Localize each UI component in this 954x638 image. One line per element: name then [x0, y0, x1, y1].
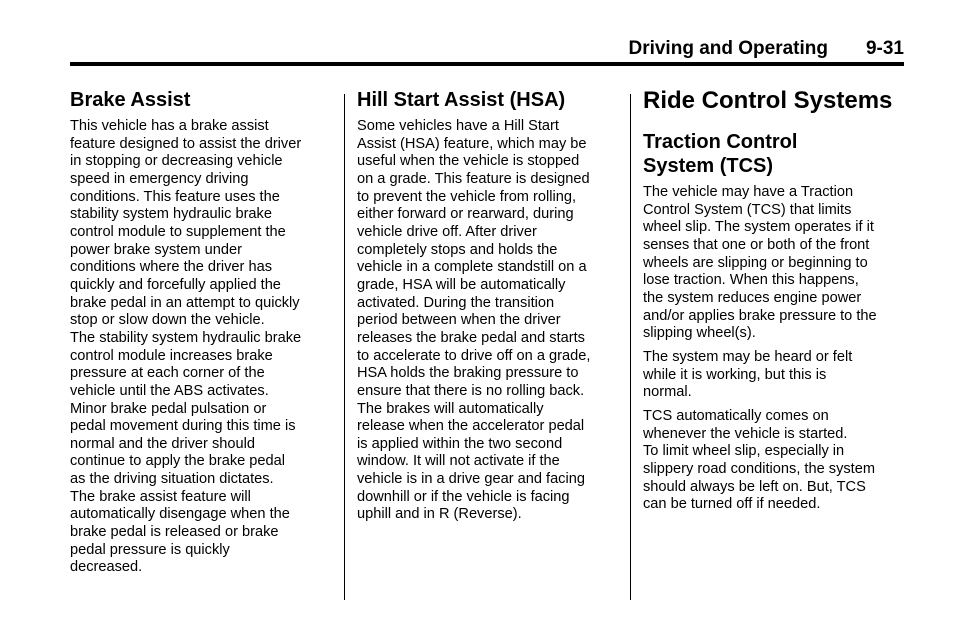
text-line: TCS automatically comes on — [643, 407, 829, 424]
brake-assist-text — [70, 118, 332, 577]
text-line: the system reduces engine power — [643, 289, 862, 306]
text-line: as the driving situation dictates. — [70, 471, 274, 488]
text-line: control module to supplement the — [70, 223, 286, 240]
text-line: completely stops and holds the — [357, 241, 558, 258]
column-divider-right — [630, 94, 631, 600]
heading-traction-control — [643, 130, 905, 178]
text-line: control module increases brake — [70, 347, 273, 364]
page-header — [70, 38, 904, 62]
text-line: Minor brake pedal pulsation or — [70, 400, 267, 417]
text-line: slippery road conditions, the system — [643, 460, 875, 477]
text-line: pedal pressure is quickly — [70, 541, 230, 558]
text-line: stability system hydraulic brake — [70, 206, 272, 223]
text-line: should always be left on. But, TCS — [643, 478, 866, 495]
text-line: window. It will not activate if the — [357, 453, 560, 470]
text-line: downhill or if the vehicle is facing — [357, 488, 570, 505]
heading-hill-start-assist: Hill Start Assist (HSA) — [357, 89, 566, 111]
text-line: brake pedal in an attempt to quickly — [70, 294, 300, 311]
text-line: either forward or rearward, during — [357, 206, 574, 223]
section-title: Driving and Operating — [628, 38, 828, 59]
text-line: activated. During the transition — [357, 294, 555, 311]
text-line: uphill and in R (Reverse). — [357, 506, 522, 523]
text-line: whenever the vehicle is started. — [643, 425, 848, 442]
text-line: The brake assist feature will — [70, 488, 251, 505]
text-line: and/or applies brake pressure to the — [643, 307, 877, 324]
text-line: conditions where the driver has — [70, 259, 272, 276]
text-line: vehicle drive off. After driver — [357, 223, 537, 240]
text-line: The stability system hydraulic brake — [70, 329, 302, 346]
text-line: wheel slip. The system operates if it — [643, 219, 874, 236]
text-line: HSA holds the braking pressure to — [357, 365, 579, 382]
text-line: The system may be heard or felt — [643, 348, 853, 365]
text-line: release when the accelerator pedal — [357, 418, 585, 435]
column-divider-left — [344, 94, 345, 600]
text-line: can be turned off if needed. — [643, 496, 821, 513]
text-line: period between when the driver — [357, 312, 561, 329]
text-line: stop or slow down the vehicle. — [70, 312, 265, 329]
text-line: feature designed to assist the driver — [70, 135, 302, 152]
text-line: automatically disengage when the — [70, 506, 290, 523]
text-line: brake pedal is released or brake — [70, 524, 279, 541]
text-line: normal and the driver should — [70, 435, 255, 452]
text-line: senses that one or both of the front — [643, 236, 870, 253]
text-line: releases the brake pedal and starts — [357, 329, 585, 346]
text-line: The vehicle may have a Traction — [643, 184, 854, 200]
page-number: 9-31 — [865, 38, 904, 59]
heading-brake-assist: Brake Assist — [70, 89, 191, 111]
text-line: while it is working, but this is — [643, 366, 827, 383]
tcs-paragraph-1 — [643, 184, 905, 343]
text-line: Assist (HSA) feature, which may be — [357, 135, 587, 152]
text-line: normal. — [643, 384, 692, 401]
tcs-paragraph-2 — [643, 349, 905, 402]
text-line: vehicle in a complete standstill on a — [357, 259, 587, 276]
text-line: The brakes will automatically — [357, 400, 544, 417]
column-hill-start-assist — [357, 88, 619, 524]
text-line: lose traction. When this happens, — [643, 272, 859, 289]
text-line: conditions. This feature uses the — [70, 188, 280, 205]
column-brake-assist — [70, 88, 332, 577]
text-line: pedal movement during this time is — [70, 418, 296, 435]
text-line: vehicle until the ABS activates. — [70, 382, 269, 399]
text-line: Some vehicles have a Hill Start — [357, 118, 559, 134]
text-line: This vehicle has a brake assist — [70, 118, 269, 134]
text-line: vehicle is in a drive gear and facing — [357, 471, 585, 488]
text-line: Control System (TCS) that limits — [643, 201, 852, 218]
text-line: grade, HSA will be automatically — [357, 276, 566, 293]
text-line: wheels are slipping or beginning to — [643, 254, 868, 271]
text-line: in stopping or decreasing vehicle — [70, 153, 283, 170]
text-line: decreased. — [70, 559, 143, 576]
text-line: To limit wheel slip, especially in — [643, 443, 845, 460]
column-ride-control — [643, 86, 905, 514]
text-line: to accelerate to drive off on a grade, — [357, 347, 591, 364]
heading-ride-control-systems: Ride Control Systems — [643, 87, 893, 114]
text-line: useful when the vehicle is stopped — [357, 153, 580, 170]
text-line: ensure that there is no rolling back. — [357, 382, 585, 399]
text-line: speed in emergency driving — [70, 170, 249, 187]
text-line: to prevent the vehicle from rolling, — [357, 188, 577, 205]
text-line: is applied within the two second — [357, 435, 563, 452]
text-line: pressure at each corner of the — [70, 365, 265, 382]
hill-start-assist-text — [357, 118, 619, 524]
tcs-paragraph-3 — [643, 408, 905, 514]
text-line: System (TCS) — [643, 155, 774, 177]
header-rule — [70, 62, 904, 66]
text-line: Traction Control — [643, 131, 798, 153]
text-line: on a grade. This feature is designed — [357, 170, 590, 187]
text-line: slipping wheel(s). — [643, 325, 756, 342]
text-line: quickly and forcefully applied the — [70, 276, 281, 293]
text-line: continue to apply the brake pedal — [70, 453, 286, 470]
text-line: power brake system under — [70, 241, 242, 258]
